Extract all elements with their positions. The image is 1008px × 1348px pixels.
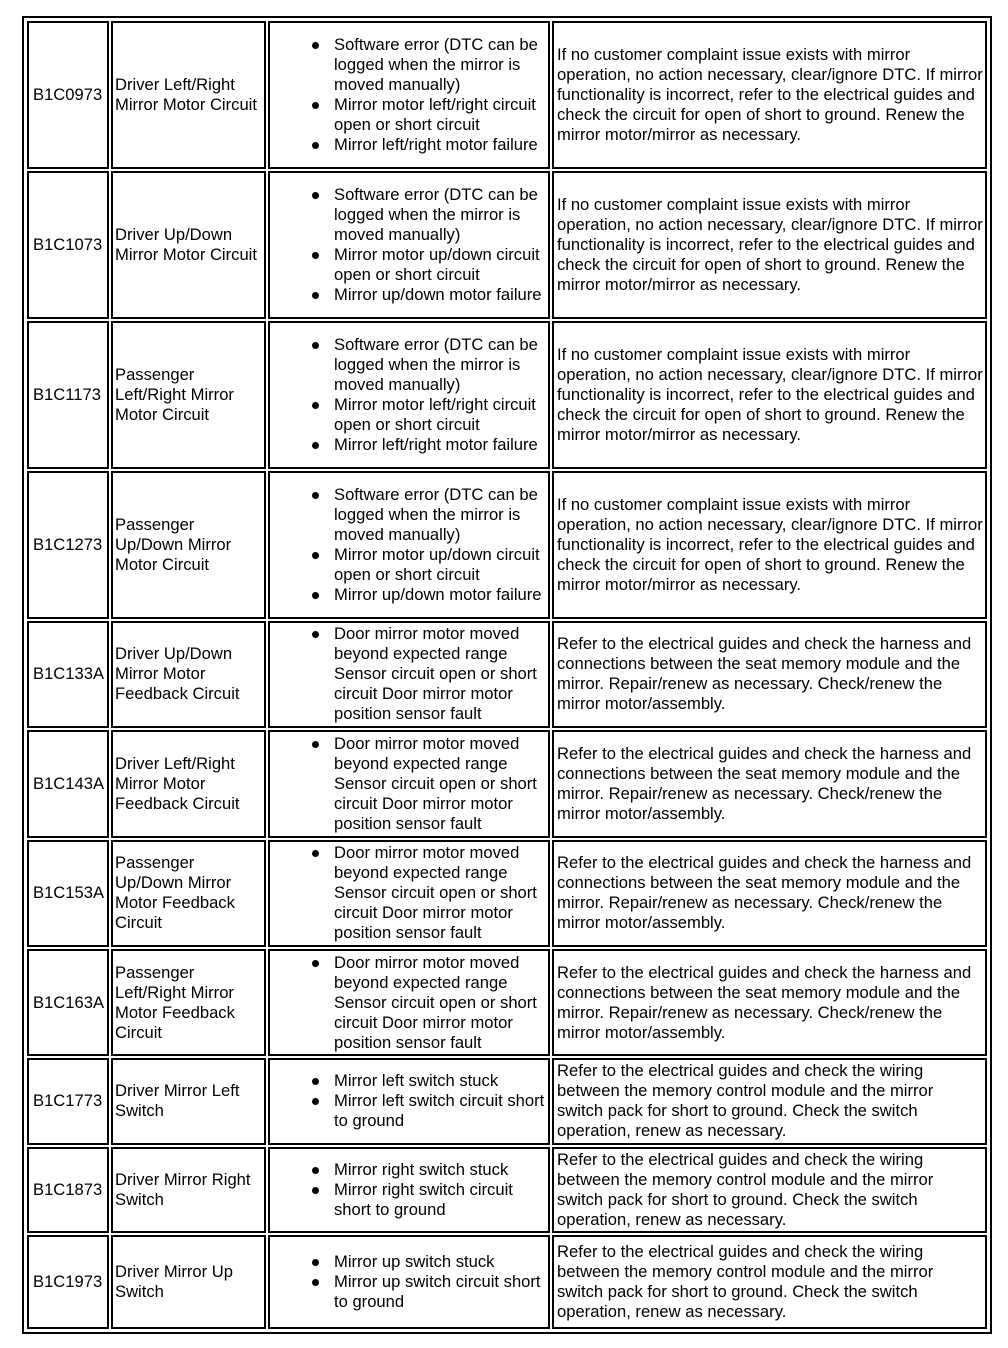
dtc-code: B1C1273: [27, 471, 109, 619]
dtc-code: B1C163A: [27, 949, 109, 1056]
dtc-description: Driver Up/Down Mirror Motor Feedback Circuit: [111, 621, 266, 728]
action: Refer to the electrical guides and check the harness and connections between the seat memory module and the mirror. Repair/renew as necessary. Check/renew the mirror motor/assembly.: [552, 621, 987, 728]
dtc-description: Driver Up/Down Mirror Motor Circuit: [111, 171, 266, 319]
table-row: [27, 21, 987, 169]
possible-causes: [268, 1147, 550, 1233]
table-row: [27, 471, 987, 619]
cause-item: Mirror motor left/right circuit open or short circuit: [334, 395, 546, 435]
cause-item: Software error (DTC can be logged when the mirror is moved manually): [334, 335, 546, 395]
cause-item: Software error (DTC can be logged when the mirror is moved manually): [334, 35, 546, 95]
table-row: [27, 730, 987, 837]
cause-item: Mirror up switch stuck: [334, 1252, 546, 1272]
dtc-code: B1C0973: [27, 21, 109, 169]
cause-item: Mirror left/right motor failure: [334, 435, 546, 455]
possible-causes: [268, 949, 550, 1056]
cause-item: Mirror motor up/down circuit open or short circuit: [334, 545, 546, 585]
dtc-table: [25, 19, 989, 1331]
action: If no customer complaint issue exists with mirror operation, no action necessary, clear/ignore DTC. If mirror functionality is incorrect, refer to the electrical guides and check the circuit for open of short to ground. Renew the mirror motor/mirror as necessary.: [552, 171, 987, 319]
dtc-code: B1C133A: [27, 621, 109, 728]
table-row: [27, 949, 987, 1056]
dtc-description: Driver Left/Right Mirror Motor Circuit: [111, 21, 266, 169]
dtc-description: Passenger Up/Down Mirror Motor Circuit: [111, 471, 266, 619]
dtc-description: Passenger Left/Right Mirror Motor Feedback Circuit: [111, 949, 266, 1056]
table-row: [27, 1235, 987, 1329]
dtc-code: B1C143A: [27, 730, 109, 837]
dtc-code: B1C1773: [27, 1058, 109, 1144]
cause-item: Mirror motor up/down circuit open or short circuit: [334, 245, 546, 285]
table-row: [27, 171, 987, 319]
dtc-code: B1C1973: [27, 1235, 109, 1329]
cause-item: Door mirror motor moved beyond expected range Sensor circuit open or short circuit Door mirror motor position sensor fault: [334, 843, 546, 943]
cause-item: Mirror right switch circuit short to ground: [334, 1180, 546, 1220]
possible-causes: [268, 1235, 550, 1329]
cause-item: Mirror left switch circuit short to ground: [334, 1091, 545, 1131]
cause-item: Mirror left switch stuck: [334, 1071, 546, 1091]
possible-causes: [268, 471, 550, 619]
cause-item: Mirror right switch stuck: [334, 1160, 546, 1180]
possible-causes: [268, 621, 550, 728]
cause-item: Mirror motor left/right circuit open or short circuit: [334, 95, 546, 135]
dtc-description: Passenger Up/Down Mirror Motor Feedback Circuit: [111, 840, 266, 947]
possible-causes: [268, 171, 550, 319]
cause-item: Software error (DTC can be logged when the mirror is moved manually): [334, 485, 546, 545]
table-row: [27, 1147, 987, 1233]
dtc-description: Passenger Left/Right Mirror Motor Circuit: [111, 321, 266, 469]
cause-item: Software error (DTC can be logged when the mirror is moved manually): [334, 185, 546, 245]
possible-causes: [268, 321, 550, 469]
action: Refer to the electrical guides and check the harness and connections between the seat memory module and the mirror. Repair/renew as necessary. Check/renew the mirror motor/assembly.: [552, 730, 987, 837]
action: Refer to the electrical guides and check the wiring between the memory control module and the mirror switch pack for short to ground. Check the switch operation, renew as necessary.: [552, 1147, 987, 1233]
dtc-table-frame: [22, 16, 992, 1334]
possible-causes: [268, 840, 550, 947]
table-row: [27, 321, 987, 469]
action: Refer to the electrical guides and check the harness and connections between the seat memory module and the mirror. Repair/renew as necessary. Check/renew the mirror motor/assembly.: [552, 840, 987, 947]
dtc-code: B1C153A: [27, 840, 109, 947]
dtc-description: Driver Mirror Right Switch: [111, 1147, 266, 1233]
action: Refer to the electrical guides and check the wiring between the memory control module and the mirror switch pack for short to ground. Check the switch operation, renew as necessary.: [552, 1058, 987, 1144]
cause-item: Door mirror motor moved beyond expected range Sensor circuit open or short circuit Door mirror motor position sensor fault: [334, 734, 546, 834]
action: If no customer complaint issue exists with mirror operation, no action necessary, clear/ignore DTC. If mirror functionality is incorrect, refer to the electrical guides and check the circuit for open of short to ground. Renew the mirror motor/mirror as necessary.: [552, 21, 987, 169]
possible-causes: [268, 21, 550, 169]
cause-item: Door mirror motor moved beyond expected range Sensor circuit open or short circuit Door mirror motor position sensor fault: [334, 624, 546, 724]
table-row: [27, 621, 987, 728]
cause-item: Mirror left/right motor failure: [334, 135, 546, 155]
action: Refer to the electrical guides and check the harness and connections between the seat memory module and the mirror. Repair/renew as necessary. Check/renew the mirror motor/assembly.: [552, 949, 987, 1056]
action: Refer to the electrical guides and check the wiring between the memory control module and the mirror switch pack for short to ground. Check the switch operation, renew as necessary.: [552, 1235, 987, 1329]
dtc-description: Driver Mirror Up Switch: [111, 1235, 266, 1329]
cause-item: Mirror up/down motor failure: [334, 585, 546, 605]
table-row: [27, 1058, 987, 1144]
cause-item: Mirror up switch circuit short to ground: [334, 1272, 546, 1312]
dtc-code: B1C1173: [27, 321, 109, 469]
action: If no customer complaint issue exists with mirror operation, no action necessary, clear/ignore DTC. If mirror functionality is incorrect, refer to the electrical guides and check the circuit for open of short to ground. Renew the mirror motor/mirror as necessary.: [552, 471, 987, 619]
table-row: [27, 840, 987, 947]
dtc-code: B1C1073: [27, 171, 109, 319]
dtc-code: B1C1873: [27, 1147, 109, 1233]
dtc-description: Driver Mirror Left Switch: [111, 1058, 266, 1144]
cause-item: Mirror up/down motor failure: [334, 285, 546, 305]
dtc-description: Driver Left/Right Mirror Motor Feedback Circuit: [111, 730, 266, 837]
possible-causes: [268, 730, 550, 837]
possible-causes: [268, 1058, 550, 1144]
action: If no customer complaint issue exists with mirror operation, no action necessary, clear/ignore DTC. If mirror functionality is incorrect, refer to the electrical guides and check the circuit for open of short to ground. Renew the mirror motor/mirror as necessary.: [552, 321, 987, 469]
cause-item: Door mirror motor moved beyond expected range Sensor circuit open or short circuit Door mirror motor position sensor fault: [334, 953, 546, 1053]
